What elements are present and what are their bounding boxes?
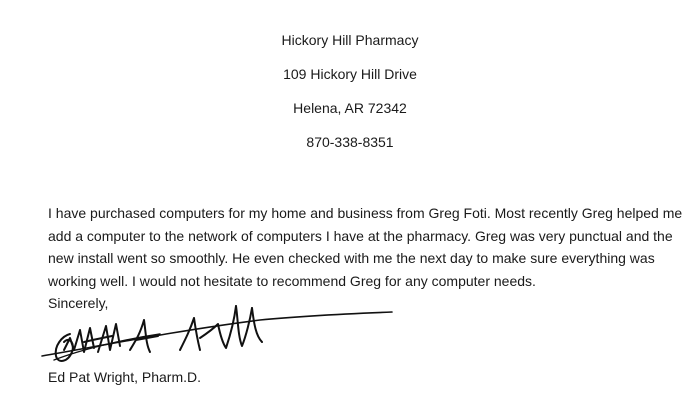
- street-address: 109 Hickory Hill Drive: [283, 66, 417, 82]
- pharmacy-name: Hickory Hill Pharmacy: [281, 32, 419, 48]
- signer-name: Ed Pat Wright, Pharm.D.: [48, 369, 202, 385]
- city-state-zip: Helena, AR 72342: [293, 100, 407, 116]
- body-line: add a computer to the network of computers I have at the pharmacy. Greg was very punctual and the: [48, 227, 673, 244]
- letter-body: [48, 202, 688, 292]
- body-line: new install went so smoothly. He even checked with me the next day to make sure everything was: [48, 250, 655, 266]
- body-line: I have purchased computers for my home and business from Greg Foti. Most recently Greg helped me: [48, 205, 683, 221]
- body-line: working well. I would not hesitate to recommend Greg for any computer needs.: [48, 272, 536, 289]
- phone-number: 870-338-8351: [306, 134, 394, 150]
- handwritten-signature: [40, 290, 400, 368]
- closing-salutation: Sincerely,: [48, 295, 109, 311]
